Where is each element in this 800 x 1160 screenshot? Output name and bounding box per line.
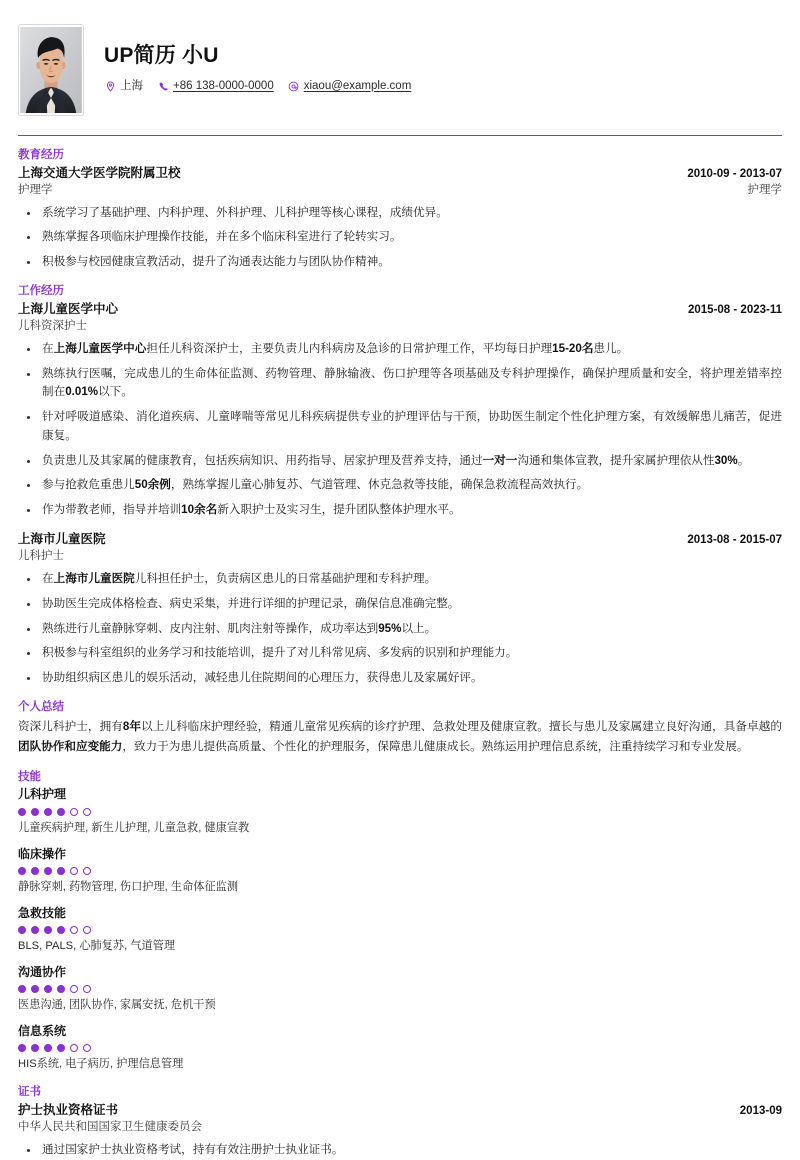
skill-dot-filled	[18, 1044, 26, 1052]
skill-dot-empty	[70, 867, 78, 875]
work-bullets	[18, 570, 782, 688]
work-date: 2015-08 - 2023-11	[688, 303, 782, 316]
skill-dot-empty	[83, 867, 91, 875]
skill-dot-filled	[31, 985, 39, 993]
education-entry	[18, 165, 782, 273]
skill-tags: 儿童疾病护理, 新生儿护理, 儿童急救, 健康宣教	[18, 821, 250, 834]
contact-location-text: 上海	[120, 79, 143, 92]
skill-dot-filled	[18, 926, 26, 934]
header-divider	[18, 135, 782, 136]
skills-list	[18, 786, 782, 1073]
skill-name: 急救技能	[18, 905, 67, 920]
work-position: 儿科资深护士	[18, 320, 87, 333]
work-entry-sub	[18, 548, 782, 565]
list-item: 作为带教老师，指导并培训10余名新入职护士及实习生，提升团队整体护理水平。	[18, 501, 782, 520]
section-title-skills: 技能	[18, 770, 41, 783]
list-item: 熟练进行儿童静脉穿刺、皮内注射、肌肉注射等操作，成功率达到95%以上。	[18, 620, 782, 639]
list-item: 协助医生完成体格检查、病史采集，并进行详细的护理记录，确保信息准确完整。	[18, 595, 782, 614]
skill-block	[18, 846, 782, 896]
skill-dot-filled	[57, 867, 65, 875]
section-skills	[18, 770, 782, 1073]
skill-block	[18, 964, 782, 1014]
work-date: 2013-08 - 2015-07	[687, 533, 782, 546]
skill-name: 儿科护理	[18, 787, 67, 802]
skill-name: 信息系统	[18, 1024, 67, 1039]
list-item: 熟练执行医嘱，完成患儿的生命体征监测、药物管理、静脉输液、伤口护理等各项基础及专科护理操作，确保护理质量和安全，将护理差错率控制在0.01%以下。	[18, 365, 782, 403]
contact-email[interactable]	[288, 81, 412, 93]
work-position: 儿科护士	[18, 550, 64, 563]
section-certificates	[18, 1085, 782, 1156]
summary-text: 资深儿科护士，拥有8年以上儿科临床护理经验，精通儿童常见疾病的诊疗护理、急救处理及健康宣教。擅长与患儿及家属建立良好沟通，具备卓越的团队协作和应变能力，致力于为患儿提供高质量、个性化的护理服务，保障患儿健康成长。熟练运用护理信息系统，注重持续学习和专业发展。	[18, 719, 782, 754]
skill-dot-empty	[83, 808, 91, 816]
list-item: 系统学习了基础护理、内科护理、外科护理、儿科护理等核心课程，成绩优异。	[18, 204, 782, 223]
skill-level-dots	[18, 926, 782, 934]
section-education	[18, 148, 782, 272]
certificate-date: 2013-09	[739, 1104, 782, 1117]
skill-dot-empty	[70, 926, 78, 934]
work-entry-head	[18, 531, 782, 549]
skill-dot-filled	[44, 985, 52, 993]
certificate-name: 护士执业资格证书	[18, 1102, 119, 1117]
section-summary	[18, 700, 782, 758]
identity-block	[104, 43, 411, 96]
skill-dot-empty	[70, 985, 78, 993]
contact-email-link[interactable]: xiaou@example.com	[303, 79, 412, 92]
avatar	[18, 24, 84, 116]
work-entry	[18, 531, 782, 688]
education-major: 护理学	[18, 184, 53, 197]
list-item: 针对呼吸道感染、消化道疾病、儿童哮喘等常见儿科疾病提供专业的护理评估与干预，协助医生制定个性化护理方案，有效缓解患儿痛苦，促进康复。	[18, 408, 782, 446]
education-entry-head	[18, 165, 782, 183]
skill-block	[18, 1023, 782, 1073]
skill-dot-filled	[57, 985, 65, 993]
skill-tags: BLS, PALS, 心肺复苏, 气道管理	[18, 940, 176, 953]
skill-tags: HIS系统, 电子病历, 护理信息管理	[18, 1058, 184, 1071]
contact-phone[interactable]	[157, 81, 274, 93]
certificate-issuer: 中华人民共和国国家卫生健康委员会	[18, 1121, 202, 1134]
skill-level-dots	[18, 808, 782, 816]
contact-row	[104, 81, 411, 93]
list-item: 负责患儿及其家属的健康教育，包括疾病知识、用药指导、居家护理及营养支持，通过一对一沟通和集体宣教，提升家属护理依从性30%。	[18, 452, 782, 471]
section-work	[18, 284, 782, 688]
work-bullets	[18, 340, 782, 520]
resume-header	[18, 0, 782, 116]
certificate-bullets	[18, 1141, 782, 1160]
skill-dot-filled	[44, 1044, 52, 1052]
skill-block	[18, 905, 782, 955]
list-item: 协助组织病区患儿的娱乐活动，减轻患儿住院期间的心理压力，获得患儿及家属好评。	[18, 669, 782, 688]
skill-dot-filled	[31, 1044, 39, 1052]
certificate-entry	[18, 1102, 782, 1156]
education-date: 2010-09 - 2013-07	[687, 167, 782, 180]
education-entry-sub	[18, 182, 782, 199]
skill-level-dots	[18, 1044, 782, 1052]
at-sign-icon	[288, 81, 300, 93]
skill-block	[18, 786, 782, 836]
skill-level-dots	[18, 985, 782, 993]
skill-dot-empty	[70, 808, 78, 816]
page-title: UP简历 小U	[104, 44, 219, 68]
skill-name: 沟通协作	[18, 964, 67, 979]
skill-dot-empty	[83, 1044, 91, 1052]
work-entry	[18, 301, 782, 520]
skill-dot-empty	[70, 1044, 78, 1052]
certificate-clipped-line	[18, 1141, 782, 1156]
skill-level-dots	[18, 867, 782, 875]
section-title-education: 教育经历	[18, 149, 64, 161]
skill-dot-filled	[18, 867, 26, 875]
skill-name: 临床操作	[18, 846, 67, 861]
work-entry-head	[18, 301, 782, 319]
location-pin-icon	[104, 81, 116, 93]
skill-dot-filled	[57, 808, 65, 816]
list-item: 熟练掌握各项临床护理操作技能，并在多个临床科室进行了轮转实习。	[18, 228, 782, 247]
skill-dot-filled	[57, 926, 65, 934]
phone-icon	[157, 81, 169, 93]
section-title-certificates: 证书	[18, 1086, 41, 1099]
contact-phone-link[interactable]: +86 138-0000-0000	[173, 79, 274, 92]
list-item: 积极参与科室组织的业务学习和技能培训，提升了对儿科常见病、多发病的识别和护理能力。	[18, 644, 782, 663]
skill-dot-filled	[44, 867, 52, 875]
list-item: 积极参与校园健康宣教活动，提升了沟通表达能力与团队协作精神。	[18, 253, 782, 272]
education-bullets	[18, 204, 782, 272]
avatar-photo	[21, 27, 81, 113]
list-item: 在上海市儿童医院儿科担任护士，负责病区患儿的日常基础护理和专科护理。	[18, 570, 782, 589]
work-entry-sub	[18, 318, 782, 335]
list-item: 参与抢救危重患儿50余例，熟练掌握儿童心肺复苏、气道管理、休克急救等技能，确保急救流程高效执行。	[18, 476, 782, 495]
skill-dot-filled	[18, 985, 26, 993]
education-degree-field: 护理学	[747, 184, 782, 197]
work-company: 上海儿童医学中心	[18, 301, 119, 316]
certificate-head	[18, 1102, 782, 1120]
skill-dot-empty	[83, 926, 91, 934]
skill-dot-filled	[18, 808, 26, 816]
section-title-summary: 个人总结	[18, 701, 64, 714]
section-title-work: 工作经历	[18, 285, 64, 298]
skill-dot-filled	[31, 867, 39, 875]
education-school: 上海交通大学医学院附属卫校	[18, 165, 181, 180]
skill-dot-filled	[31, 926, 39, 934]
skill-tags: 医患沟通, 团队协作, 家属安抚, 危机干预	[18, 999, 216, 1012]
skill-dot-filled	[44, 926, 52, 934]
skill-tags: 静脉穿刺, 药物管理, 伤口护理, 生命体征监测	[18, 880, 239, 893]
skill-dot-empty	[83, 985, 91, 993]
work-company: 上海市儿童医院	[18, 531, 106, 546]
skill-dot-filled	[57, 1044, 65, 1052]
skill-dot-filled	[44, 808, 52, 816]
list-item: 在上海儿童医学中心担任儿科资深护士，主要负责儿内科病房及急诊的日常护理工作，平均每日护理15-20名患儿。	[18, 340, 782, 359]
skill-dot-filled	[31, 808, 39, 816]
contact-location	[104, 81, 143, 93]
list-item: 通过国家护士执业资格考试，持有有效注册护士执业证书。	[18, 1141, 782, 1160]
